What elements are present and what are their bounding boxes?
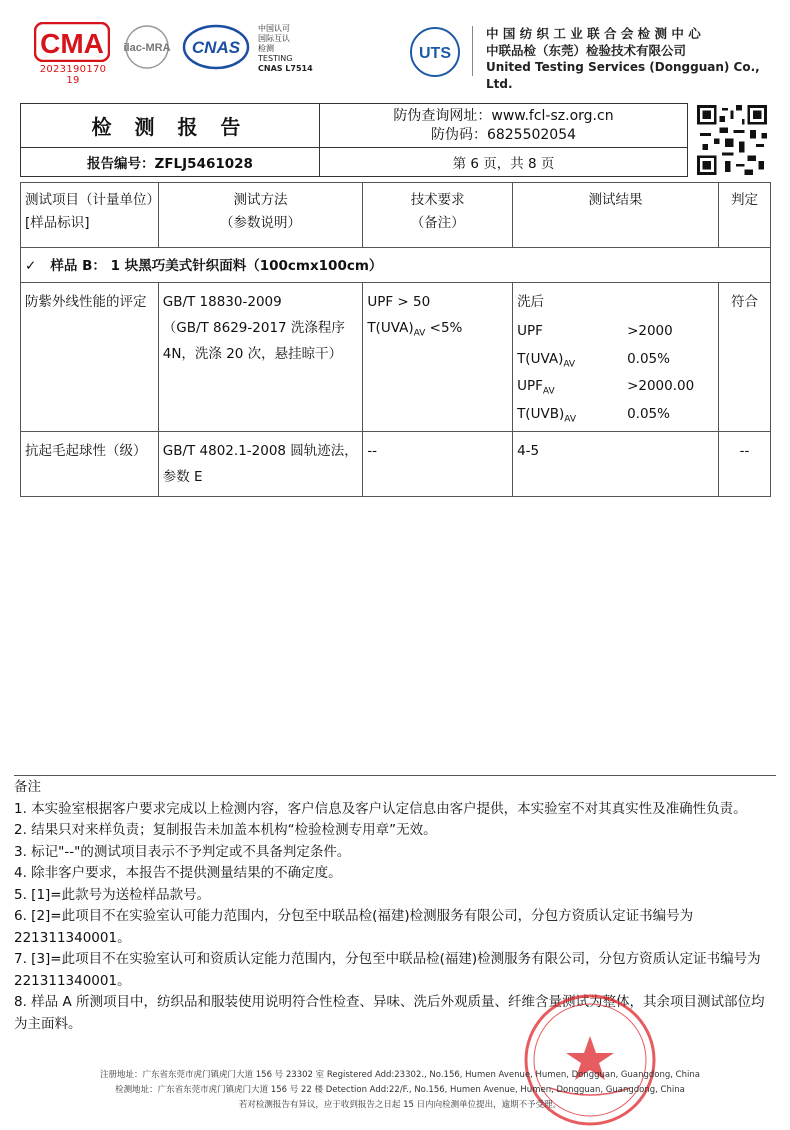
ilac-mra-logo — [117, 24, 177, 70]
note-item: 1. 本实验室根据客户要求完成以上检测内容，客户信息及客户认定信息由客户提供，本实验室不对其真实性及准确性负责。 — [14, 800, 747, 817]
logo-divider — [472, 26, 473, 76]
cnas-note-line: 国际互认 — [258, 34, 290, 43]
row-method: GB/T 4802.1-2008 圆轨迹法，参数 E — [158, 431, 363, 496]
cma-logo — [34, 22, 110, 62]
header-verdict-label: 判定 — [731, 192, 759, 208]
row-verdict: 符合 — [719, 283, 771, 432]
header-requirement-label: 技术要求 — [410, 192, 465, 208]
row-verdict: -- — [719, 431, 771, 496]
table-header-row — [21, 183, 771, 248]
note-item: 7. [3]=此项目不在实验室认可和资质认定能力范围内，分包至中联品检(福建)检测服务有限公司，分包方资质认定证书编号为221311340001。 — [14, 951, 761, 989]
header-result-label: 测试结果 — [588, 192, 643, 208]
result-name — [517, 378, 627, 397]
ilac-text: ilac-MRA — [123, 42, 171, 54]
result-name-sub: AV — [564, 414, 576, 425]
row-result — [513, 283, 719, 432]
note-item: 2. 结果只对来样负责；复制报告未加盖本机构“检验检测专用章”无效。 — [14, 822, 437, 838]
uts-logo — [406, 26, 464, 78]
header-item — [21, 183, 159, 248]
header-verdict — [719, 183, 771, 248]
row-requirement: -- — [363, 431, 513, 496]
note-item: 8. 样品 A 所测项目中，纺织品和服装使用说明符合性检查、异味、洗后外观质量、纤维含量测试为整体，其余项目测试部位均为主面料。 — [14, 994, 765, 1032]
notes-title: 备注 — [14, 779, 41, 795]
notes-divider — [14, 775, 776, 776]
requirement-uva — [367, 315, 508, 347]
row-result: 4-5 — [513, 431, 719, 496]
header-method-label: 测试方法 — [233, 192, 288, 208]
result-name-text: UPF — [517, 323, 543, 339]
row-method-standard: GB/T 18830-2009 — [162, 294, 282, 310]
qr-code — [697, 105, 767, 175]
cnas-note-line: 检测 — [258, 44, 274, 53]
table-row — [21, 431, 771, 496]
report-header-table — [20, 103, 688, 177]
requirement-uva-name: T(UVA) — [367, 320, 414, 336]
notes-section — [14, 779, 776, 1035]
result-value: 0.05% — [627, 350, 670, 367]
page-info: 第 6 页，共 8 页 — [320, 148, 688, 177]
cnas-note-line: TESTING — [258, 54, 293, 63]
result-name — [517, 351, 627, 370]
cma-text: CMA — [40, 28, 104, 59]
result-name — [517, 406, 627, 425]
header-method — [158, 183, 363, 248]
footer — [40, 1068, 760, 1113]
result-heading: 洗后 — [517, 294, 545, 310]
company-name-cn-1: 中 国 纺 织 工 业 联 合 会 检 测 中 心 — [486, 26, 701, 41]
header-method-sublabel: （参数说明） — [220, 215, 302, 231]
company-name-en: United Testing Services (Dongguan) Co., Ltd. — [486, 60, 760, 91]
company-name-cn-2: 中联品检（东莞）检验技术有限公司 — [486, 43, 687, 58]
cnas-text: CNAS — [191, 38, 241, 57]
result-name — [517, 323, 627, 342]
footer-objection-note: 若对检测报告有异议，应于收到报告之日起 15 日内向检测单位提出，逾期不予受理。 — [238, 1100, 562, 1110]
note-item: 5. [1]=此款号为送检样品款号。 — [14, 886, 211, 903]
result-name-text: T(UVA) — [517, 350, 564, 367]
row-method — [158, 283, 363, 432]
company-name-block — [486, 25, 790, 93]
result-grid — [517, 323, 714, 425]
header-item-label: 测试项目（计量单位） — [25, 192, 160, 208]
footer-registered-address: 注册地址：广东省东莞市虎门镇虎门大道 156 号 23302 室 Registered Add:23302., No.156, Humen Avenue, Humen, Dongguan, Guangdong, China — [100, 1070, 700, 1080]
cnas-note — [258, 24, 313, 74]
note-item: 6. [2]=此项目不在实验室认可能力范围内，分包至中联品检(福建)检测服务有限公司，分包方资质认定证书编号为221311340001。 — [14, 908, 694, 946]
row-requirement — [363, 283, 513, 432]
sample-label: 样品 B： 1 块黑巧美式针织面料（100cmx100cm） — [50, 258, 383, 274]
cnas-note-line: 中国认可 — [258, 24, 290, 33]
result-name-sub: AV — [563, 359, 576, 370]
footer-detection-address: 检测地址：广东省东莞市虎门镇虎门大道 156 号 22 楼 Detection Add:22/F., No.156, Humen Avenue, Humen, Dongguan, Guangdong, China — [115, 1085, 685, 1095]
cma-number: 2023190170 19 — [39, 64, 107, 86]
uts-text: UTS — [419, 45, 451, 62]
result-name-text: UPF — [517, 378, 543, 395]
check-icon: ✓ — [25, 258, 37, 274]
results-table — [20, 182, 771, 497]
requirement-uva-sub: AV — [413, 328, 426, 339]
header-item-sublabel: [样品标识] — [25, 215, 90, 231]
header-requirement-sublabel: （备注） — [410, 215, 465, 231]
result-value: >2000.00 — [627, 378, 695, 395]
table-row — [21, 283, 771, 432]
sample-cell — [21, 248, 771, 283]
sample-row — [21, 248, 771, 283]
anti-fake-code: 防伪码：6825502054 — [430, 126, 577, 143]
row-item: 防紫外线性能的评定 — [21, 283, 159, 432]
cnas-note-line: CNAS L7514 — [258, 64, 313, 73]
row-method-note: （GB/T 8629-2017 洗涤程序 4N，洗涤 20 次，悬挂晾干） — [162, 320, 345, 362]
result-value: >2000 — [627, 323, 673, 339]
report-number: 报告编号：ZFLJ5461028 — [21, 148, 320, 177]
cnas-logo — [182, 24, 250, 70]
result-name-sub: AV — [542, 387, 555, 398]
note-item: 3. 标记"--"的测试项目表示不予判定或不具备判定条件。 — [14, 843, 351, 860]
note-item: 4. 除非客户要求，本报告不提供测量结果的不确定度。 — [14, 865, 342, 881]
header-requirement — [363, 183, 513, 248]
requirement-upf: UPF > 50 — [367, 294, 431, 310]
requirement-uva-value: <5% — [425, 320, 463, 336]
row-item: 抗起毛起球性（级） — [21, 431, 159, 496]
report-title: 检 测 报 告 — [21, 104, 320, 148]
result-name-text: T(UVB) — [517, 406, 565, 423]
header-result — [513, 183, 719, 248]
query-site: 防伪查询网址：www.fcl-sz.org.cn — [393, 107, 614, 124]
anti-fake-info — [320, 104, 688, 148]
result-value: 0.05% — [627, 406, 670, 423]
